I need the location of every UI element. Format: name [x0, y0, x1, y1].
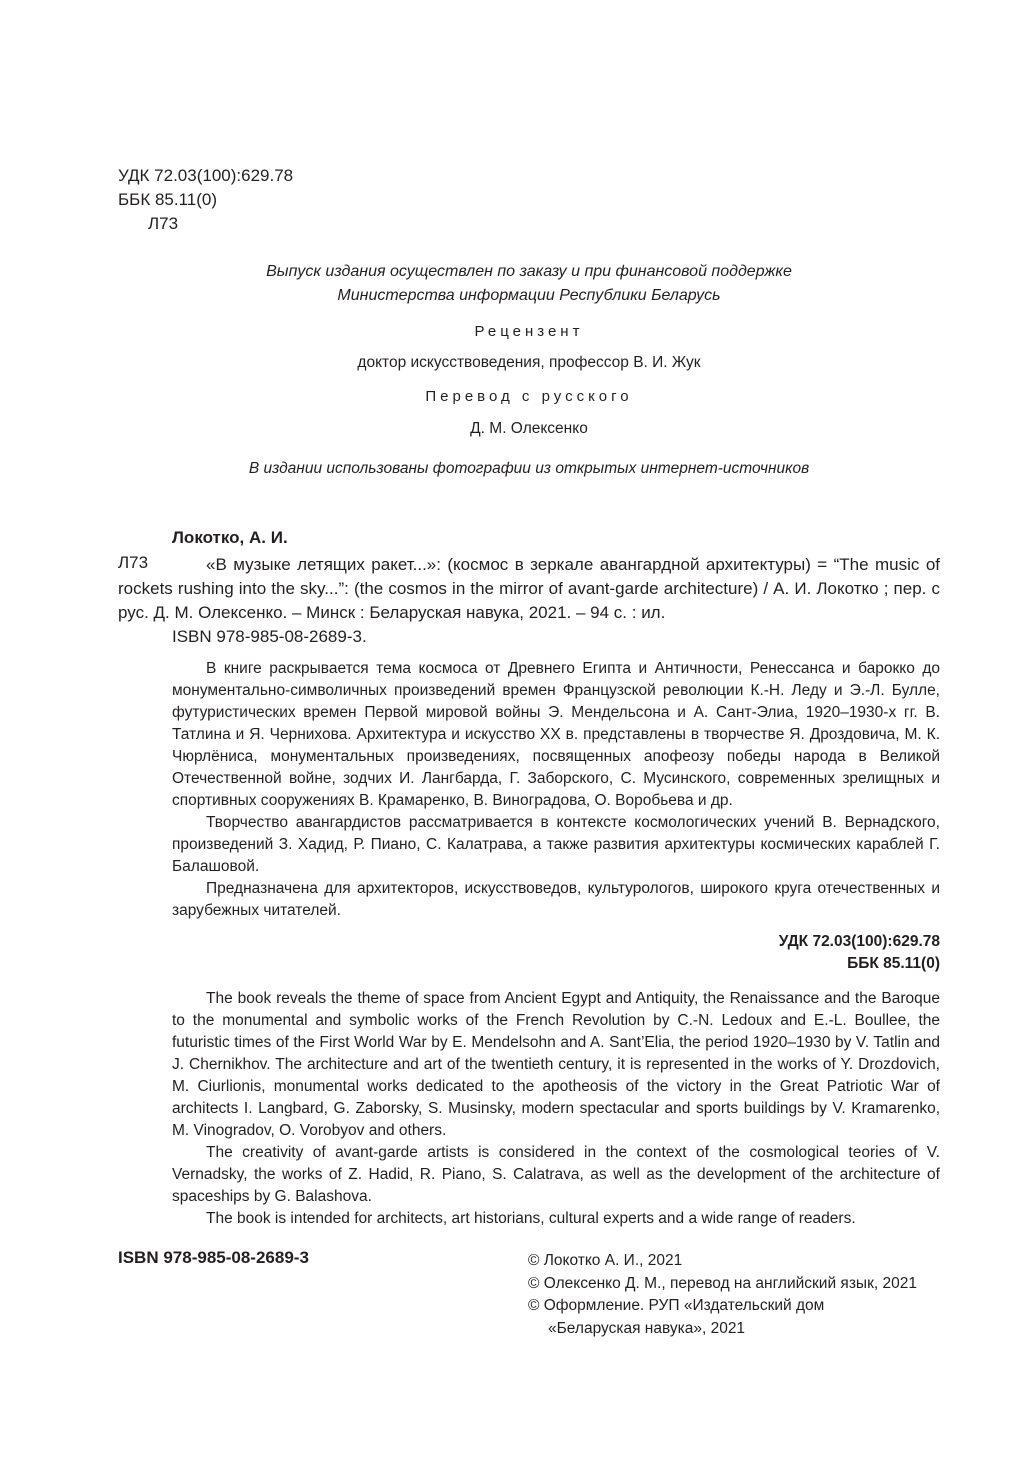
- copyright-design-1: © Оформление. РУП «Издательский дом: [528, 1297, 825, 1314]
- bibliographic-description: [118, 553, 940, 649]
- annotation-en: [172, 988, 940, 1230]
- annotation-ru: [172, 658, 940, 922]
- copyright-translator: © Олексенко Д. М., перевод на английский язык, 2021: [528, 1274, 917, 1292]
- reviewer-label: Рецензент: [474, 323, 584, 340]
- cutter-code: Л73: [148, 214, 179, 233]
- bibliographic-description-text: «В музыке летящих ракет...»: (космос в зеркале авангардной архитектуры) = “The music of rockets rushing into the sky...”: (the cosmos in the mirror of avant-garde architecture) / А. И. Локотко ; пер. с рус. Д. М. Олексенко. – Минск : Беларуская навука, 2021. – 94 с. : ил.: [118, 555, 940, 622]
- support-note-line-1: Выпуск издания осуществлен по заказу и при финансовой поддержке: [266, 263, 792, 280]
- annotation-en-paragraph: The creativity of avant-garde artists is considered in the context of the cosmological teories of V. Vernadsky, the works of Z. Hadid, R. Piano, S. Calatrava, as well as the development of the architecture of spaceships by G. Balashova.: [172, 1144, 940, 1205]
- annotation-en-paragraph: The book reveals the theme of space from Ancient Egypt and Antiquity, the Renaissance and the Baroque to the monumental and symbolic works of the French Revolution by C.-N. Ledoux and E.-L. Boullee, the futuristic times of the First World War by E. Mendelsohn and A. Sant’Elia, the period 1920–1930 by V. Tatlin and J. Chernikhov. The architecture and art of the twentieth century, it is represented in the works of Y. Drozdovich, M. Ciurlionis, monumental works dedicated to the apotheosis of the victory in the Great Patriotic War of architects I. Langbard, G. Zaborsky, S. Musinsky, modern spectacular and sports buildings by V. Kramarenko, M. Vinogradov, O. Vorobyov and others.: [172, 990, 940, 1139]
- bibliographic-isbn: ISBN 978-985-08-2689-3.: [172, 627, 367, 646]
- classification-codes: [118, 164, 293, 236]
- copyright-block: [528, 1250, 917, 1340]
- annotation-ru-paragraph: Творчество авангардистов рассматривается в контексте космологических учений В. Вернадского, произведений З. Хадид, Р. Пиано, С. Калатрава, а также развития архитектуры космических караблей Г. Балашовой.: [172, 814, 940, 875]
- translation-label: Перевод с русского: [425, 388, 633, 405]
- support-note-line-2: Министерства информации Республики Беларусь: [337, 287, 721, 304]
- bbk-code-bold: ББК 85.11(0): [847, 955, 940, 972]
- bibliographic-author: Локотко, А. И.: [172, 528, 288, 547]
- reviewer-name: доктор искусствоведения, профессор В. И. Жук: [357, 354, 701, 371]
- codes-bold: [600, 931, 940, 975]
- isbn-main: ISBN 978-985-08-2689-3: [118, 1248, 309, 1267]
- photos-note: В издании использованы фотографии из открытых интернет-источников: [248, 460, 810, 477]
- copyright-design-2: «Беларуская навука», 2021: [548, 1319, 746, 1337]
- annotation-ru-paragraph: В книге раскрывается тема космоса от Древнего Египта и Античности, Ренессанса и барокко до монументально-символичных произведений времен Французской революции К.-Н. Леду и Э.-Л. Булле, футуристических времен Первой мировой войны Э. Мендельсона и А. Сант-Элиа, 1920–1930-х гг. В. Татлина и Я. Чернихова. Архитектура и искусство XX в. представлены в творчестве Я. Дроздовича, М. К. Чюрлёниса, монументальных произведениях, посвященных апофеозу победы народа в Великой Отечественной войне, зодчих И. Лангбарда, Г. Заборского, С. Мусинского, современных зрелищных и спортивных сооружениях В. Крамаренко, В. Виноградова, О. Воробьева и др.: [172, 660, 940, 809]
- bbk-code: ББК 85.11(0): [118, 190, 217, 209]
- udk-code-bold: УДК 72.03(100):629.78: [778, 933, 940, 950]
- annotation-ru-paragraph: Предназначена для архитекторов, искусствоведов, культурологов, широкого круга отечественных и зарубежных читателей.: [172, 880, 940, 919]
- annotation-en-paragraph: The book is intended for architects, art historians, cultural experts and a wide range of readers.: [206, 1210, 856, 1227]
- copyright-author: © Локотко А. И., 2021: [528, 1252, 683, 1269]
- bibliographic-cutter: Л73: [118, 553, 149, 572]
- translator-name: Д. М. Олексенко: [470, 420, 588, 437]
- support-note: [118, 260, 940, 308]
- udk-code: УДК 72.03(100):629.78: [118, 166, 294, 185]
